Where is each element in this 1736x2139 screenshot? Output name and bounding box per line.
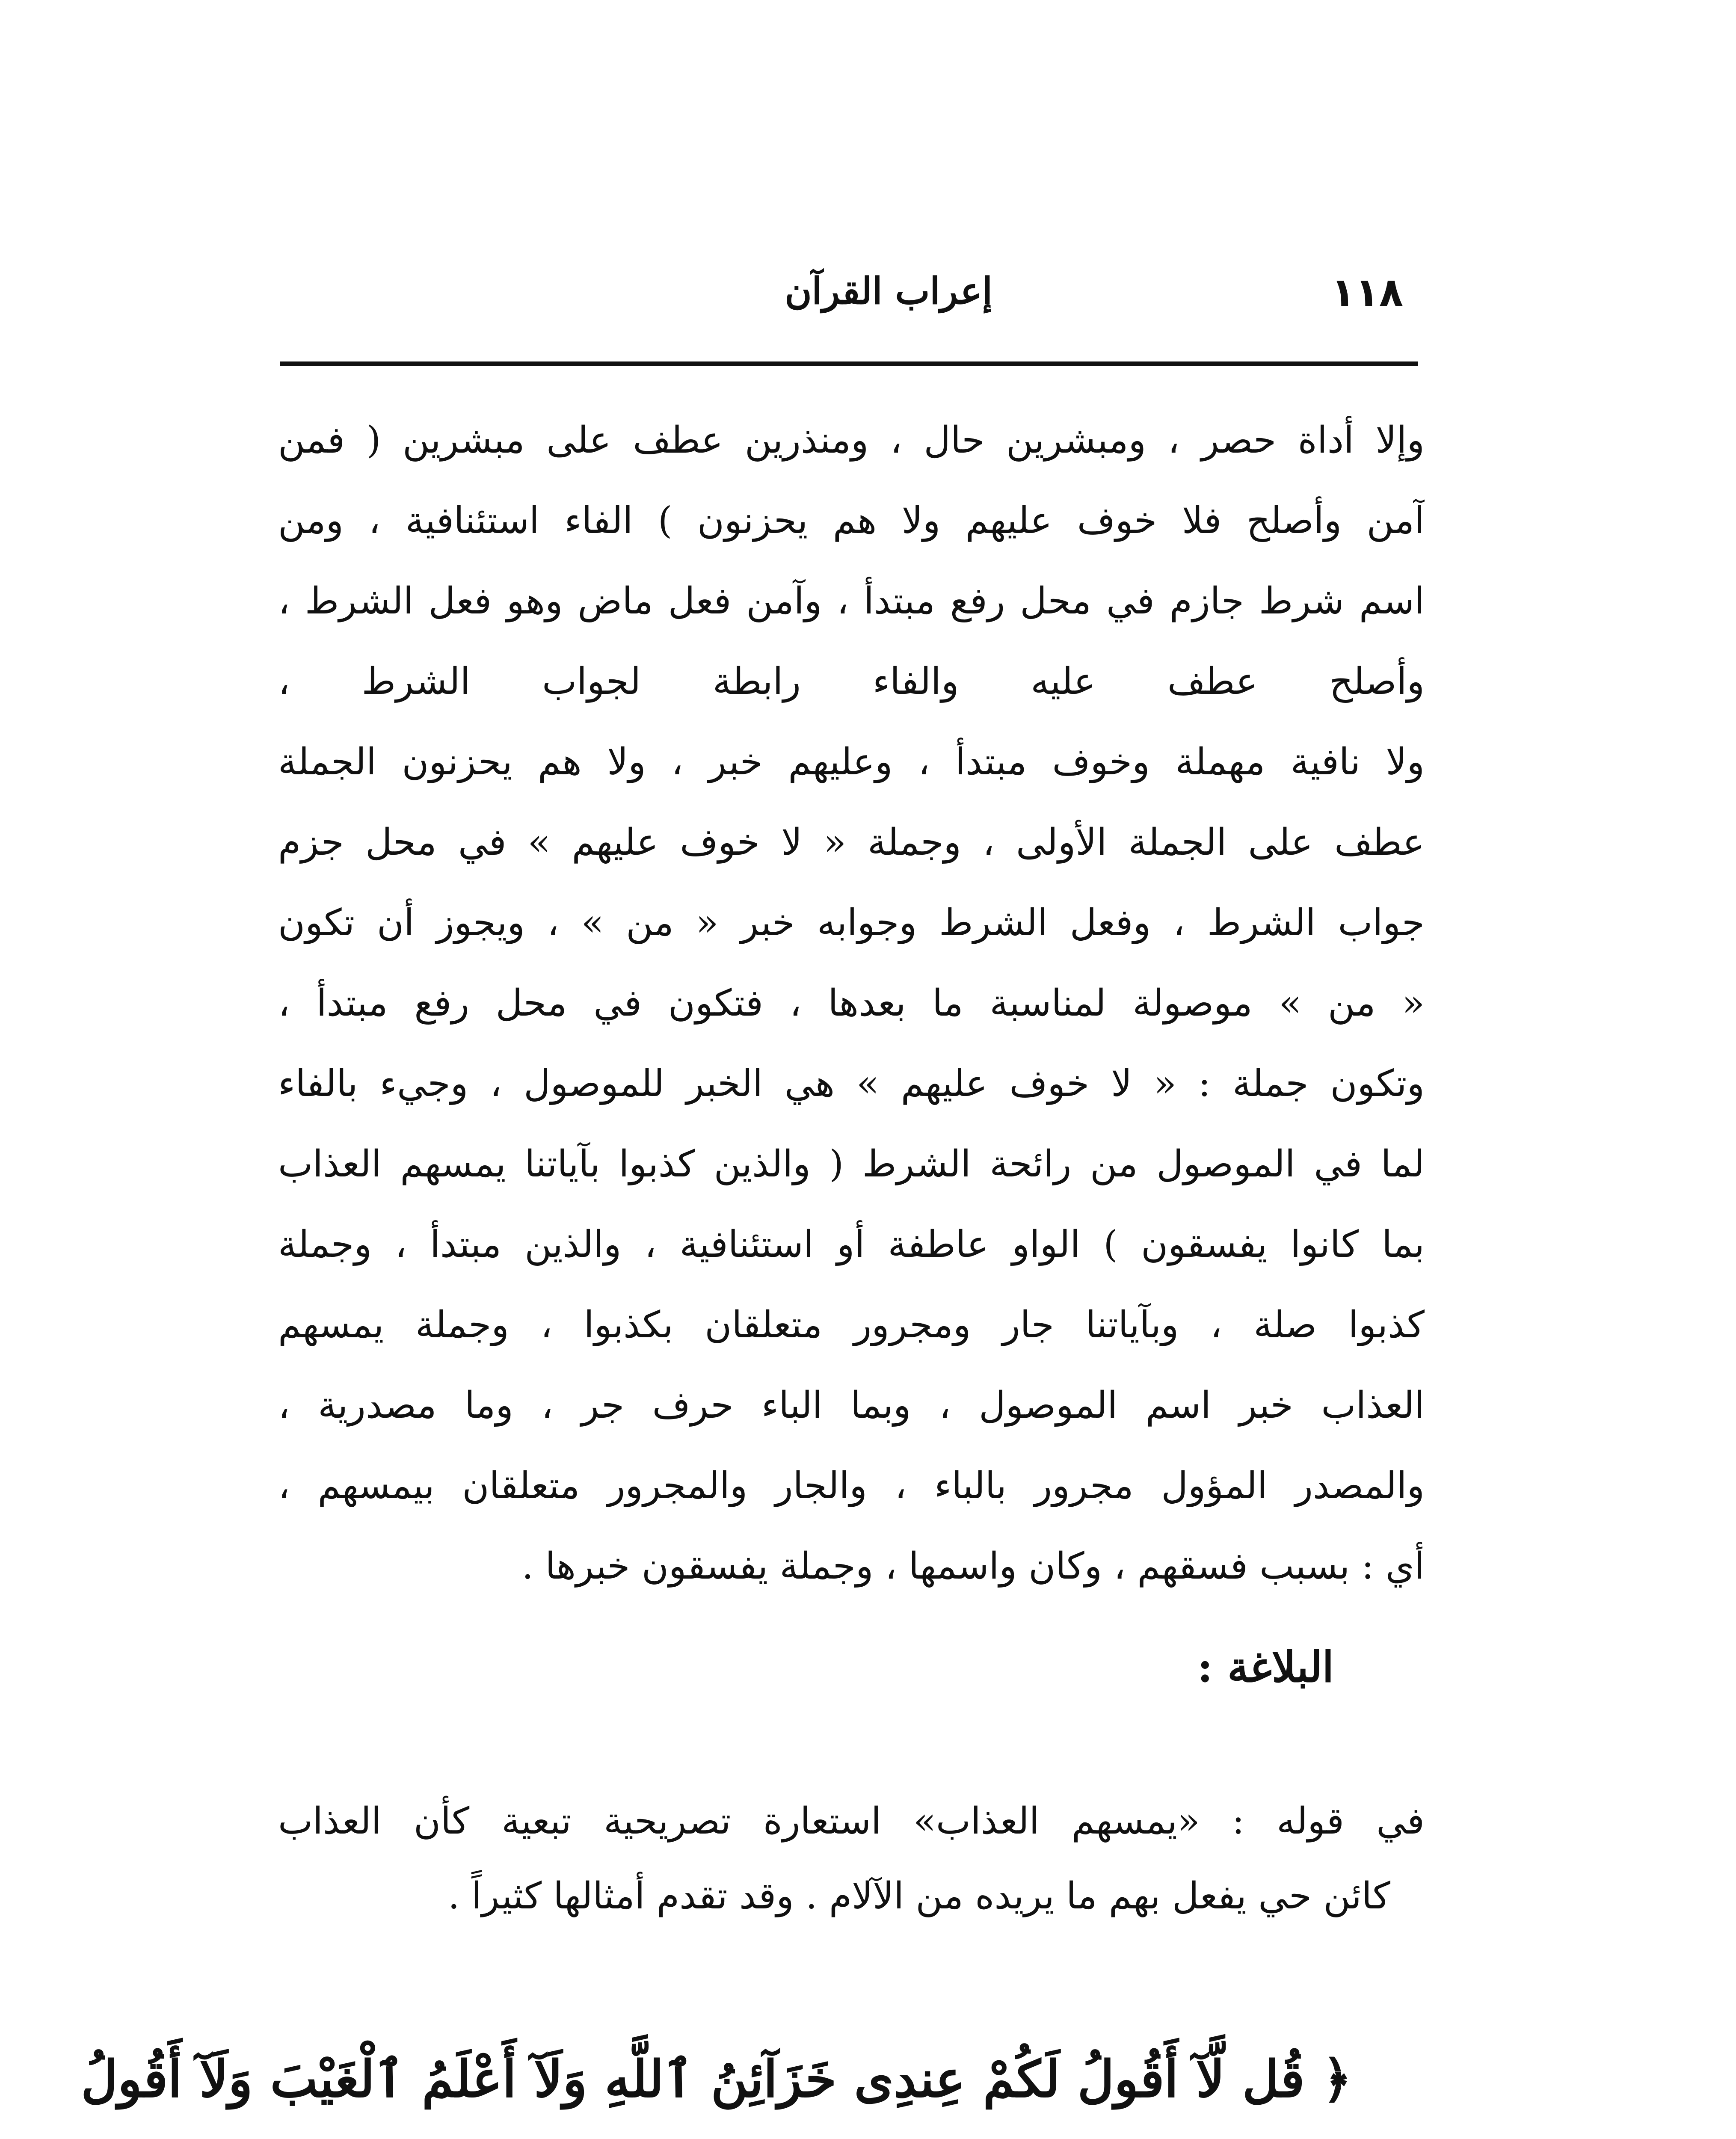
text-line: أي : بسبب فسقهم ، وكان واسمها ، وجملة يفسقون خبرها . <box>521 1545 1425 1588</box>
main-text <box>278 400 1425 1606</box>
text-line: عطف على الجملة الأولى ، وجملة « لا خوف عليهم » في محل جزم <box>278 821 1425 864</box>
text-line: وأصلح عطف عليه والفاء رابطة لجواب الشرط ، <box>278 660 1425 703</box>
text-line: لما في الموصول من رائحة الشرط ( والذين كذبوا بآياتنا يمسهم العذاب <box>278 1143 1425 1185</box>
header-divider <box>280 361 1418 366</box>
text-line: والمصدر المؤول مجرور بالباء ، والجار والمجرور متعلقان بيمسهم ، <box>278 1464 1425 1507</box>
running-title: إعراب القرآن <box>785 270 992 313</box>
text-line: وتكون جملة : « لا خوف عليهم » هي الخبر للموصول ، وجيء بالفاء <box>278 1062 1425 1105</box>
text-line: آمن وأصلح فلا خوف عليهم ولا هم يحزنون ) الفاء استئنافية ، ومن <box>278 499 1425 542</box>
text-line: جواب الشرط ، وفعل الشرط وجوابه خبر « من » ، ويجوز أن تكون <box>278 901 1425 944</box>
quran-verse <box>81 2036 1352 2122</box>
text-line: العذاب خبر اسم الموصول ، وبما الباء حرف جر ، وما مصدرية ، <box>278 1384 1425 1427</box>
text-line: اسم شرط جازم في محل رفع مبتدأ ، وآمن فعل ماض وهو فعل الشرط ، <box>278 580 1425 622</box>
verse-text: قُل لَّآ أَقُولُ لَكُمْ عِندِى خَزَآئِنُ ٱللَّهِ وَلَآ أَعْلَمُ ٱلْغَيْبَ وَلَآ أَقُولُ <box>81 2049 1305 2109</box>
text-line: ولا نافية مهملة وخوف مبتدأ ، وعليهم خبر ، ولا هم يحزنون الجملة <box>278 741 1425 783</box>
rhetoric-paragraph <box>278 1784 1425 1934</box>
text-line: كذبوا صلة ، وبآياتنا جار ومجرور متعلقان بكذبوا ، وجملة يمسهم <box>278 1304 1425 1346</box>
text-line: وإلا أداة حصر ، ومبشرين حال ، ومنذرين عطف على مبشرين ( فمن <box>278 419 1425 462</box>
text-line: في قوله : «يمسهم العذاب» استعارة تصريحية تبعية كأن العذاب <box>278 1800 1425 1843</box>
text-line: كائن حي يفعل بهم ما يريده من الآلام . وقد تقدم أمثالها كثيراً . <box>448 1875 1390 1917</box>
text-line: بما كانوا يفسقون ) الواو عاطفة أو استئنافية ، والذين مبتدأ ، وجملة <box>278 1223 1425 1266</box>
verse-bracket: ﴿ <box>1322 2049 1352 2109</box>
section-heading: البلاغة : <box>1197 1643 1334 1692</box>
text-line: « من » موصولة لمناسبة ما بعدها ، فتكون في محل رفع مبتدأ ، <box>278 982 1425 1025</box>
page-number: ١١٨ <box>1331 270 1403 315</box>
page-header <box>280 261 1416 325</box>
